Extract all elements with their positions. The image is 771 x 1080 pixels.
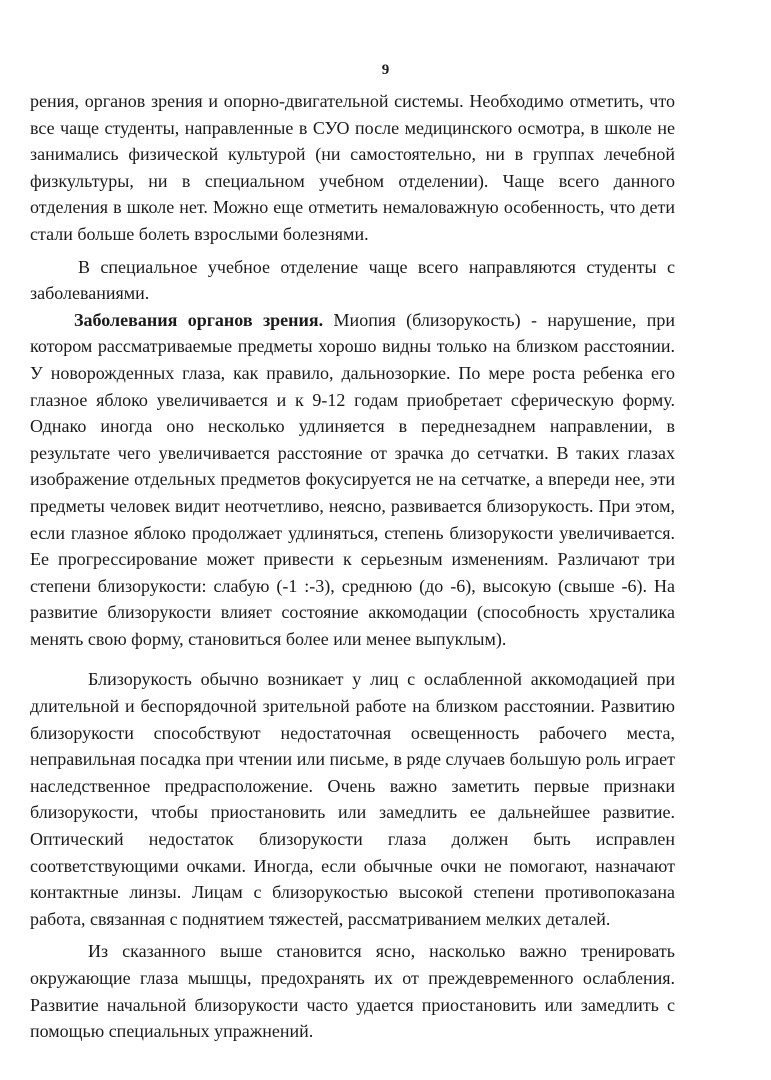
paragraph-myopia-causes: Близорукость обычно возникает у лиц с ослабленной аккомодацией при длительной и беспорядочной зрительной работе на близком расстоянии. Развитию близорукости способствуют недостаточная освещенность рабочего места, неправильная посадка при чтении или письме, в ряде случаев большую роль играет наследственное предрасположение. Очень важно заметить первые признаки близорукости, чтобы приостановить или замедлить ее дальнейшее развитие. Оптический недостаток близорукости глаза должен быть исправлен соответствующими очками. Иногда, если обычные очки не помогают, назначают контактные линзы. Лицам с близорукостью высокой степени противопоказана работа, связанная с поднятием тяжестей, рассматриванием мелких деталей. bbox=[30, 669, 675, 929]
paragraph-eye-exercises: Из сказанного выше становится ясно, насколько важно тренировать окружающие глаза мышцы, предохранять их от преждевременного ослабления. Развитие начальной близорукости часто удается приостановить или замедлить с помощью специальных упражнений. bbox=[30, 941, 675, 1042]
section-heading-vision-diseases: Заболевания органов зрения. bbox=[74, 309, 324, 330]
paragraph-vision-diseases bbox=[30, 307, 675, 653]
paragraph-intro-continuation: рения, органов зрения и опорно-двигательной системы. Необходимо отметить, что все чаще студенты, направленные в СУО после медицинского осмотра, в школе не занимались физической культурой (ни самостоятельно, ни в группах лечебной физкультуры, ни в специальном учебном отделении). Чаще всего данного отделения в школе нет. Можно еще отметить немаловажную особенность, что дети стали больше болеть взрослыми болезнями. bbox=[30, 91, 675, 244]
page-body bbox=[30, 88, 675, 1045]
paragraph-vision-diseases-text: Миопия (близорукость) - нарушение, при котором рассматриваемые предметы хорошо видны только на близком расстоянии. У новорожденных глаза, как правило, дальнозоркие. По мере роста ребенка его глазное яблоко увеличивается и к 9-12 годам приобретает сферическую форму. Однако иногда оно несколько удлиняется в переднезаднем направлении, в результате чего увеличивается расстояние от зрачка до сетчатки. В таких глазах изображение отдельных предметов фокусируется не на сетчатке, а впереди нее, эти предметы человек видит неотчетливо, неясно, развивается близорукость. При этом, если глазное яблоко продолжает удлиняться, степень близорукости увеличивается. Ее прогрессирование может привести к серьезным изменениям. Различают три степени близорукости: слабую (-1 :-3), среднюю (до -6), высокую (свыше -6). На развитие близорукости влияет состояние аккомодации (способность хрусталика менять свою форму, становиться более или менее выпуклым). bbox=[30, 309, 675, 649]
page-number: 9 bbox=[381, 62, 390, 78]
paragraph-special-department: В специальное учебное отделение чаще всего направляются студенты с заболеваниями. bbox=[30, 256, 675, 304]
